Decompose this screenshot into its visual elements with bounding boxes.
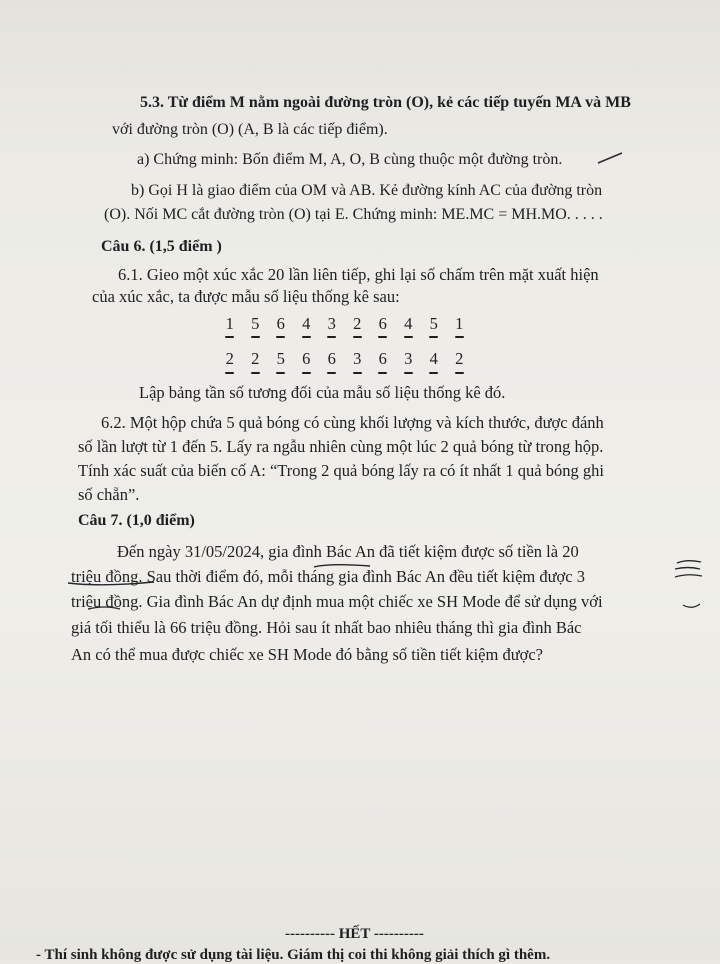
underline-20-mark [675, 555, 705, 567]
row1-value: 1 [455, 314, 464, 333]
footer-note: - Thí sinh không được sử dụng tài liệu. Giám thị coi thi không giải thích gì thêm. [36, 947, 551, 963]
q53-part-a: a) Chứng minh: Bốn điểm M, A, O, B cùng thuộc một đường tròn. [137, 151, 563, 168]
tally-tick-mark [327, 372, 336, 374]
q6-2-line4: số chẵn”. [78, 485, 140, 504]
tally-tick-mark [378, 372, 387, 374]
tally-tick-mark [225, 336, 234, 338]
row1-value: 3 [327, 314, 336, 333]
row1-value: 4 [404, 314, 413, 333]
q53-line2: với đường tròn (O) (A, B là các tiếp điểm). [112, 121, 388, 138]
handwritten-underline-marks [60, 560, 720, 620]
tally-tick-mark [429, 372, 438, 374]
row1-value: 6 [378, 314, 387, 333]
data-row-2 [217, 349, 472, 369]
q7-heading: Câu 7. (1,0 điểm) [78, 512, 195, 529]
q7-line2: triệu đồng. Sau thời điểm đó, mỗi tháng gia đình Bác An đều tiết kiệm được 3 [71, 567, 585, 586]
row1-value: 4 [302, 314, 311, 333]
row2-value: 2 [251, 349, 260, 368]
tally-tick-mark [353, 372, 362, 374]
q6-1-task: Lập bảng tần số tương đối của mẫu số liệu thống kê đó. [139, 383, 506, 402]
row2-value: 3 [404, 349, 413, 368]
end-marker: ---------- HẾT ---------- [285, 926, 424, 942]
row2-value: 6 [302, 349, 311, 368]
q7-line3: triệu đồng. Gia đình Bác An dự định mua một chiếc xe SH Mode để sử dụng với [71, 592, 603, 611]
tally-tick-mark [429, 336, 438, 338]
tally-tick-mark [455, 336, 464, 338]
check-mark-icon [596, 150, 626, 166]
row2-value: 6 [378, 349, 387, 368]
row1-value: 5 [251, 314, 260, 333]
row2-value: 3 [353, 349, 362, 368]
q6-2-line2: số lần lượt từ 1 đến 5. Lấy ra ngẫu nhiên cùng một lúc 2 quả bóng từ trong hộp. [78, 437, 604, 456]
q6-heading: Câu 6. (1,5 điểm ) [101, 238, 222, 255]
q7-line5: An có thể mua được chiếc xe SH Mode đó bằng số tiền tiết kiệm được? [71, 645, 544, 664]
tally-tick-mark [225, 372, 234, 374]
q6-2-line3: Tính xác suất của biến cố A: “Trong 2 quả bóng lấy ra có ít nhất 1 quả bóng ghi [78, 461, 604, 480]
row2-value: 2 [455, 349, 464, 368]
tally-tick-mark [302, 372, 311, 374]
tally-tick-mark [353, 336, 362, 338]
tally-tick-mark [404, 336, 413, 338]
tally-tick-mark [378, 336, 387, 338]
data-row-1 [217, 314, 472, 334]
tally-tick-mark [455, 372, 464, 374]
q6-2-line1: 6.2. Một hộp chứa 5 quả bóng có cùng khối lượng và kích thước, được đánh [101, 413, 604, 432]
row1-value: 6 [276, 314, 285, 333]
tally-tick-mark [276, 372, 285, 374]
q53-part-b-line2: (O). Nối MC cắt đường tròn (O) tại E. Chứng minh: ME.MC = MH.MO. . . . . [104, 206, 603, 223]
row1-value: 1 [225, 314, 234, 333]
row2-value: 4 [429, 349, 438, 368]
q6-1-line2: của xúc xắc, ta được mẫu số liệu thống kê sau: [92, 287, 400, 306]
row1-value: 2 [353, 314, 362, 333]
q53-part-b-line1: b) Gọi H là giao điểm của OM và AB. Kẻ đường kính AC của đường tròn [131, 182, 603, 199]
q7-line4: giá tối thiểu là 66 triệu đồng. Hỏi sau ít nhất bao nhiêu tháng thì gia đình Bác [71, 618, 582, 637]
tally-tick-mark [302, 336, 311, 338]
row2-value: 6 [327, 349, 336, 368]
tally-tick-mark [404, 372, 413, 374]
q7-line1: Đến ngày 31/05/2024, gia đình Bác An đã tiết kiệm được số tiền là 20 [117, 542, 579, 561]
q53-line1: 5.3. Từ điểm M nằm ngoài đường tròn (O), kẻ các tiếp tuyến MA và MB [140, 94, 631, 111]
tally-tick-mark [251, 336, 260, 338]
row2-value: 5 [276, 349, 285, 368]
q6-1-line1: 6.1. Gieo một xúc xắc 20 lần liên tiếp, ghi lại số chấm trên mặt xuất hiện [118, 265, 599, 284]
tally-tick-mark [327, 336, 336, 338]
tally-tick-mark [276, 336, 285, 338]
row2-value: 2 [225, 349, 234, 368]
tally-tick-mark [251, 372, 260, 374]
row1-value: 5 [429, 314, 438, 333]
